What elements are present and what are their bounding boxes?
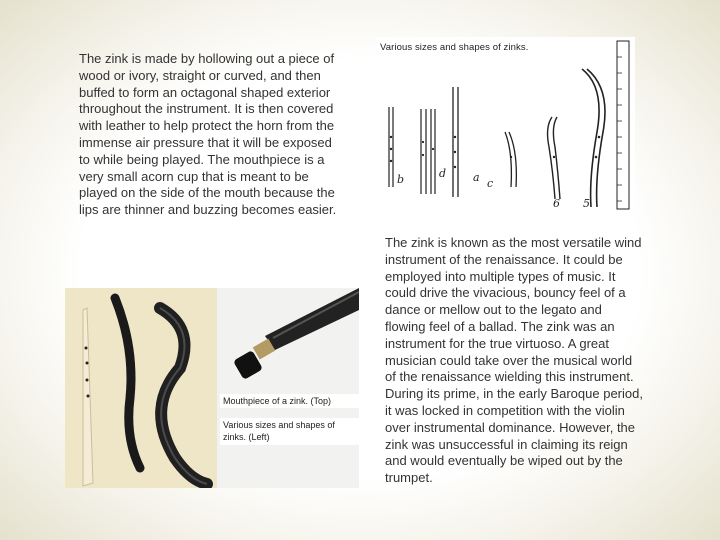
diagram-label-a: a — [473, 171, 480, 184]
zink-versatility-paragraph: The zink is known as the most versatile wind instrument of the renaissance. It could be employed into multiple types of music. It could drive the vivacious, bouncy feel of a dance or mellow out to the legato and flowing feel of a ballad. The zink was an instrument for the true virtuoso. A great musician could take over the musical world of the renaissance wielding this instrument. During its prime, in the early Baroque period, it was locked in competition with the violin over instrumental dominance. However, the zink was unsuccessful in claiming its reign and would eventually be wiped out by the trumpet. — [385, 235, 643, 486]
caption-mouthpiece: Mouthpiece of a zink. (Top) — [220, 394, 359, 408]
diagram-caption: Various sizes and shapes of zinks. — [380, 42, 529, 53]
diagram-label-6: 6 — [553, 197, 560, 210]
diagram-ruler — [617, 41, 629, 209]
diagram-zink-3 — [431, 109, 435, 194]
diagram-zink-4 — [453, 87, 458, 197]
diagram-zink-5 — [505, 132, 516, 187]
zinks-photo — [65, 288, 217, 488]
diagram-label-b: b — [397, 173, 405, 186]
diagram-zink-1 — [389, 107, 393, 187]
mouthpiece-photo — [217, 288, 359, 488]
zink-diagram-figure — [377, 37, 635, 212]
diagram-zink-2 — [421, 109, 426, 194]
diagram-zink-7 — [582, 69, 605, 207]
diagram-label-c: c — [487, 177, 494, 190]
diagram-label-5: 5 — [583, 197, 590, 210]
zink-diagram-drawing — [377, 37, 635, 212]
zink-construction-paragraph: The zink is made by hollowing out a piece of wood or ivory, straight or curved, and then buffed to form an octagonal shaped exterior throughout the instrument. It is then covered with leather to help protect the horn from the immense air pressure that it will be exposed to while being played. The mouthpiece is a very small acorn cup that is meant to be played on the side of the mouth because the lips are thinner and buzzing becomes easier. — [79, 51, 337, 218]
diagram-label-d: d — [439, 167, 447, 180]
caption-zinks: Various sizes and shapes of zinks. (Left) — [220, 418, 359, 445]
